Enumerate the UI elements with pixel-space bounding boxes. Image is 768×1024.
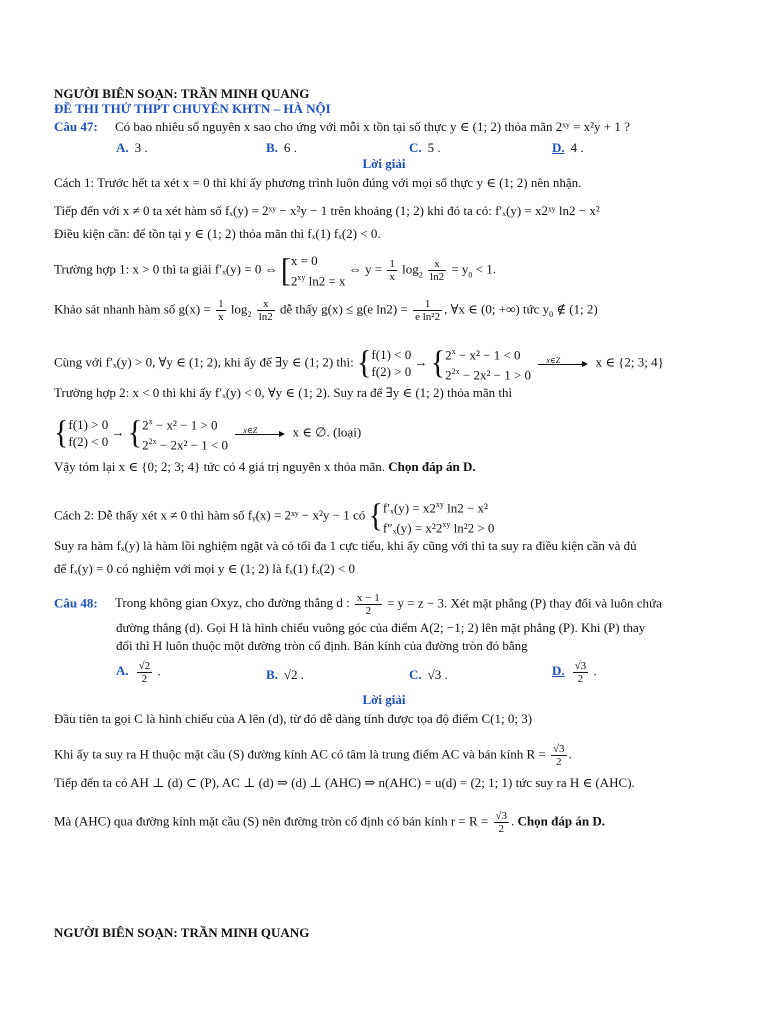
q47-case2: Trường hợp 2: x < 0 thì khi ấy f′ₓ(y) < 0, ∀y ∈ (1; 2). Suy ra để ∃y ∈ (1; 2) thỏa mãn thì — [54, 385, 513, 400]
q47-condition-line: Điều kiện cần: để tồn tại y ∈ (1; 2) thỏa mãn thì fₓ(1) fₓ(2) < 0. — [54, 226, 381, 241]
exam-title: ĐỀ THI THỬ THPT CHUYÊN KHTN – HÀ NỘI — [54, 101, 331, 116]
q47-case1: Trường hợp 1: x > 0 thì ta giải f′ₓ(y) = 0 ⇔ [x = 0 $2^{xy}$ ln2 = x ⇔ y = $\frac{1}{x}$ $\log_2$ $\frac{x}{\ln 2}$ = $y_0 < 1$. — [54, 251, 497, 289]
author-header: NGƯỜI BIÊN SOẠN: TRẦN MINH QUANG — [54, 86, 310, 101]
q48-statement-line1: Câu 48: Trong không gian Oxyz, cho đường thẳng d : $\frac{x - 1}{2}$ = y = z − 3. Xét mặt phẳng (P) thay đổi và luôn chứa — [54, 592, 662, 617]
q48-answer: Chọn đáp án D. — [517, 813, 605, 829]
q47-choice-a: A. 3 . — [116, 140, 148, 155]
q48-solution-title: Lời giải — [362, 692, 406, 707]
q47-solution-title: Lời giải — [362, 156, 406, 171]
q48-sol-line3: Tiếp đến ta có AH ⊥ (d) ⊂ (P), AC ⊥ (d) ⇒ (d) ⊥ (AHC) ⇒ n(AHC) = u(d) = (2; 1; 1) tức suy ra H ∈ (AHC). — [54, 775, 635, 790]
q47-convex-line: Suy ra hàm fₓ(y) là hàm lồi nghiệm ngặt và có tối đa 1 cực tiểu, khi ấy cũng với thì ta suy ra điều kiện cần và đủ — [54, 538, 637, 553]
q47-conclusion: Vậy tóm lại x ∈ {0; 2; 3; 4} tức có 4 giá trị nguyên x thỏa mãn. Chọn đáp án D. — [54, 459, 476, 474]
q47-label: Câu 47: — [54, 119, 98, 134]
q47-choice-d: D. 4 . — [552, 140, 584, 155]
q47-final-condition: để fₓ(y) = 0 có nghiệm với mọi y ∈ (1; 2) là fₓ(1) fₓ(2) < 0 — [54, 561, 355, 576]
q47-choice-b: B. 6 . — [266, 140, 297, 155]
author-footer: NGƯỜI BIÊN SOẠN: TRẦN MINH QUANG — [54, 925, 310, 940]
q47-method2: Cách 2: Dễ thấy xét x ≠ 0 thì hàm số fᵧ(x) = 2ˣʸ − x²y − 1 có {$f'_x(y) = x2^{xy}$ ln2 − x² $f''_x(y) = x^22^{xy}$ ln²2 > 0 — [54, 497, 495, 536]
q48-label: Câu 48: — [54, 595, 98, 611]
q47-text: Có bao nhiêu số nguyên x sao cho ứng với mỗi x tồn tại số thực y ∈ (1; 2) thỏa mãn 2ˣʸ = x²y + 1 ? — [114, 119, 630, 134]
q48-statement-line2: đường thẳng (d). Gọi H là hình chiếu vuông góc của điểm A(2; −1; 2) lên mặt phẳng (P). Khi (P) thay — [116, 620, 646, 635]
q48-sol-line4: Mà (AHC) qua đường kính mặt cầu (S) nên đường tròn cố định có bán kính r = R = $\frac{√3}{2}$ . Chọn đáp án D. — [54, 810, 605, 835]
q48-sol-line2: Khi ấy ta suy ra H thuộc mặt cầu (S) đường kính AC có tâm là trung điểm AC và bán kính R = $\frac{√3}{2}$ . — [54, 743, 572, 768]
q47-system1: Cùng với f′ₓ(y) > 0, ∀y ∈ (1; 2), khi ấy để ∃y ∈ (1; 2) thì: {f(1) < 0 $f(2) > 0 \to \{2^x - x^2 - 1 < 0$ $2^{2x} - 2x^2 - 1 > 0$ x∈Z x ∈ {2; 3; 4} — [54, 344, 664, 383]
q47-survey-line: Khảo sát nhanh hàm số g(x) = $\frac{1}{x}$ $\log_2$ $\frac{x}{\ln 2}$ dễ thấy g(x) ≤ g(e ln2) = $\frac{1}{\text{e ln²2}}$ , ∀x ∈ (0; +∞) tức $y_0$ ∉ (1; 2) — [54, 298, 598, 323]
q48-choice-b: B. √2 . — [266, 667, 305, 682]
q48-sol-line1: Đầu tiên ta gọi C là hình chiếu của A lên (d), từ đó dễ dàng tính được tọa độ điểm C(1; 0; 3) — [54, 711, 533, 726]
q47-system2: {f(1) > 0 $f(2) < 0 \to \{2^x - x^2 - 1 > 0$ $2^{2x} - 2x^2 - 1 < 0$ x∈Z x ∈ ∅. (loại) — [54, 414, 362, 453]
q47-derivative-line: Tiếp đến với x ≠ 0 ta xét hàm số fₓ(y) = 2ˣʸ − x²y − 1 trên khoảng (1; 2) khi đó ta có: f′ₓ(y) = x2ˣʸ ln2 − x² — [54, 203, 600, 218]
q47-method1: Cách 1: Trước hết ta xét x = 0 thì khi ấy phương trình luôn đúng với mọi số thực y ∈ (1; 2) nên nhận. — [54, 175, 582, 190]
q47-statement — [54, 119, 630, 135]
q48-choice-a: A. $\frac{√2}{2}$ . — [116, 660, 161, 685]
q48-choice-d: D. $\frac{√3}{2}$ . — [552, 660, 597, 685]
q47-answer: Chọn đáp án D. — [388, 459, 476, 474]
q48-statement-line3: đổi thì H luôn thuộc một đường tròn cố định. Bán kính của đường tròn đó bằng — [116, 638, 528, 653]
q47-choice-c: C. 5 . — [409, 140, 441, 155]
q48-choice-c: C. √3 . — [409, 667, 448, 682]
